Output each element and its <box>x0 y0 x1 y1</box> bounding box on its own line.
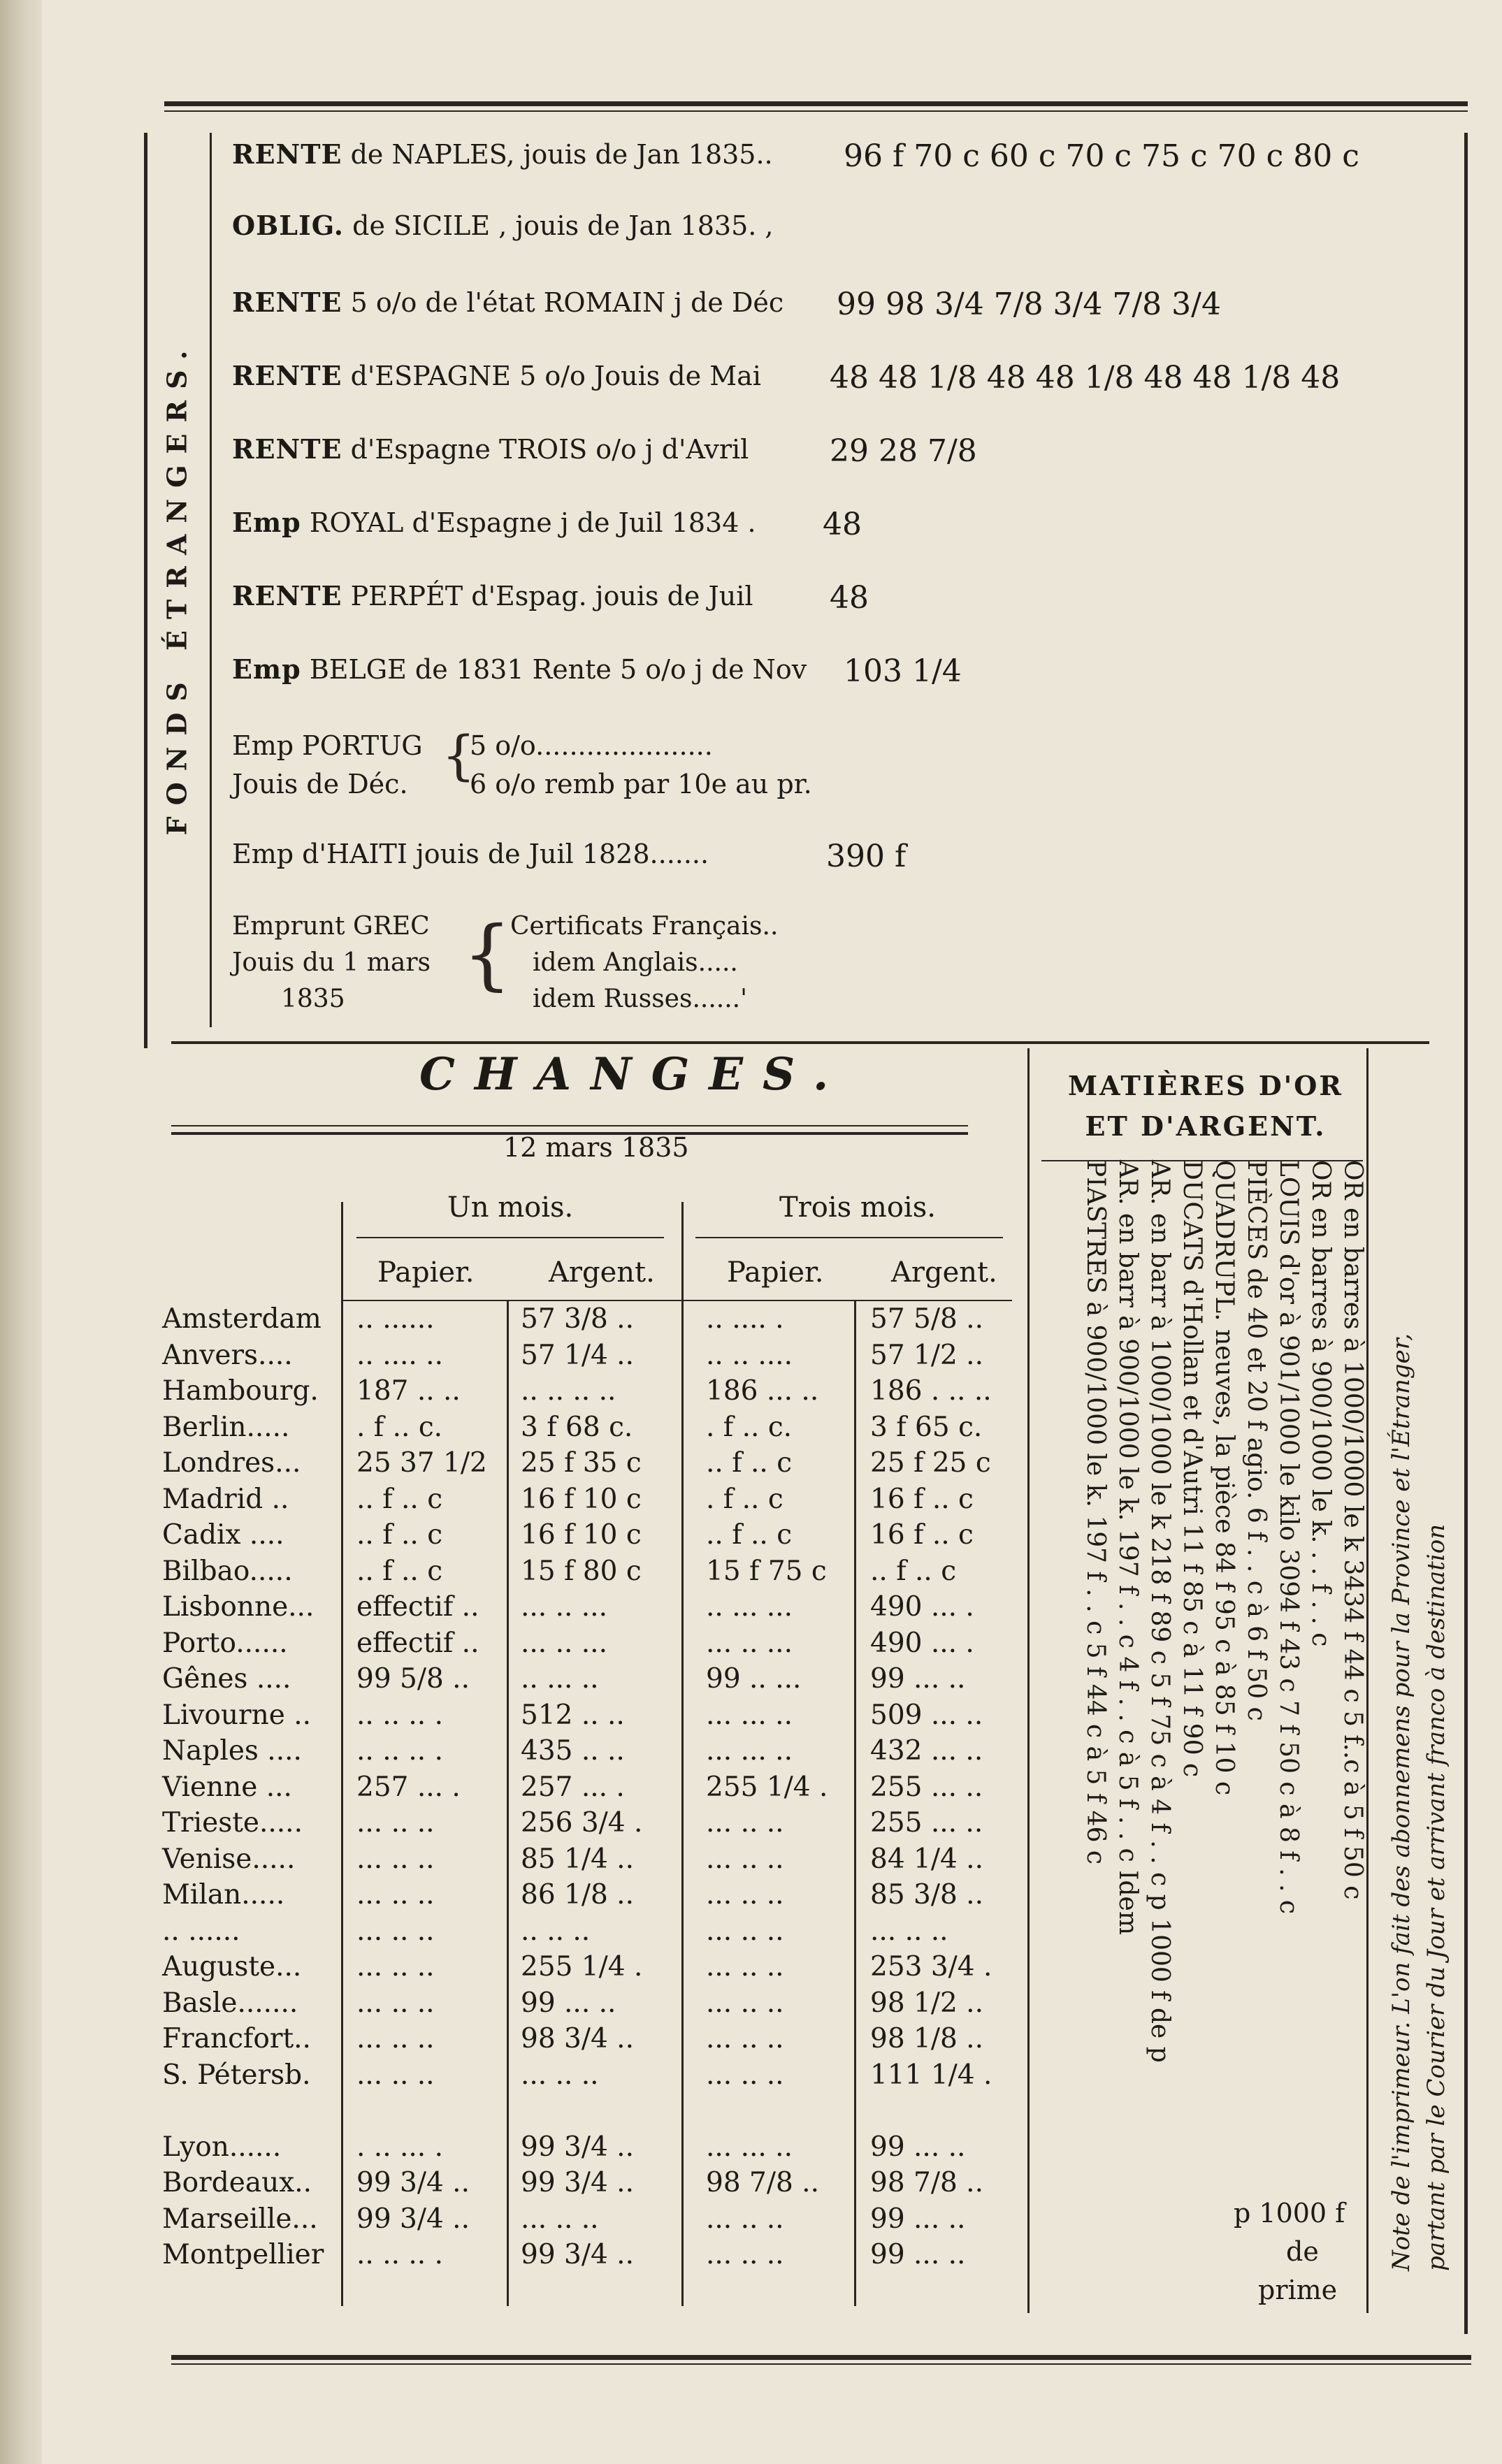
fonds-etrangers-label: FONDS ÉTRANGERS. <box>161 339 193 835</box>
header-papier-1: Papier. <box>377 1256 475 1289</box>
un-mois-argent-cell: ... .. ... <box>521 1591 607 1623</box>
table-row <box>0 1556 1048 1592</box>
un-mois-argent-cell: 16 f 10 c <box>521 1483 642 1515</box>
trois-mois-papier-cell: .. f .. c <box>706 1519 793 1551</box>
trois-mois-papier-cell: ... ... .. <box>706 1735 793 1767</box>
table-row <box>0 2023 1048 2059</box>
city-cell: Venise..... <box>162 1843 296 1875</box>
un-mois-papier-cell: .. .. .. . <box>356 1699 443 1731</box>
table-row <box>0 2095 1048 2131</box>
table-row <box>0 1915 1048 1952</box>
trois-mois-papier-cell: .. .. .... <box>706 1339 793 1371</box>
table-row <box>0 1340 1048 1376</box>
header-argent-1: Argent. <box>549 1256 655 1289</box>
city-cell: Londres... <box>162 1447 301 1479</box>
un-mois-argent-cell: 57 1/4 .. <box>521 1339 634 1371</box>
un-mois-argent-cell: 435 .. .. <box>521 1735 625 1767</box>
table-row <box>0 1519 1048 1556</box>
city-cell: Gênes .... <box>162 1663 291 1695</box>
trois-mois-argent-cell: 25 f 25 c <box>870 1447 991 1479</box>
un-mois-papier-cell: ... .. .. <box>356 2023 435 2054</box>
city-cell: Anvers.... <box>162 1339 293 1371</box>
table-row <box>0 1735 1048 1771</box>
mid-rule <box>171 1041 1429 1044</box>
un-mois-argent-cell: ... .. .. <box>521 2203 599 2235</box>
prime-line1: p 1000 f <box>1234 2198 1345 2229</box>
city-cell: Bordeaux.. <box>162 2167 312 2198</box>
un-mois-argent-cell: 99 3/4 .. <box>521 2239 634 2270</box>
note-imprimeur-line2: partant par le Courier du Jour et arrivant franco à destination <box>1422 1523 1450 2271</box>
city-cell: Auguste... <box>162 1951 302 1983</box>
header-un-mois: Un mois. <box>447 1191 574 1224</box>
trois-mois-argent-cell: 98 7/8 .. <box>870 2167 983 2198</box>
table-row <box>0 1771 1048 1808</box>
table-row <box>0 1303 1048 1340</box>
matieres-line: AR. en barr à 1000/1000 le k 218 f 89 c 5 f 75 c à 4 f . . c p 1000 f de p <box>1146 1160 1174 2063</box>
city-cell: Montpellier <box>162 2239 324 2270</box>
un-mois-papier-cell: 257 ... . <box>356 1771 461 1803</box>
un-mois-papier-cell: ... .. .. <box>356 2059 435 2091</box>
matieres-list <box>1041 1160 1377 2306</box>
table-row <box>0 1663 1048 1700</box>
city-cell: Livourne .. <box>162 1699 312 1731</box>
un-mois-argent-cell: 25 f 35 c <box>521 1447 642 1479</box>
matieres-line: OR en barres à 900/1000 le k. . . f . . c <box>1306 1160 1335 1647</box>
trois-mois-papier-cell: ... .. .. <box>706 1843 784 1875</box>
matieres-line: QUADRUPL. neuves, la pièce 84 f 95 c à 85 f 10 c <box>1210 1160 1239 1796</box>
un-mois-papier-cell: 99 3/4 .. <box>356 2203 470 2235</box>
table-row <box>0 1447 1048 1484</box>
trois-mois-papier-cell: 98 7/8 .. <box>706 2167 819 2198</box>
un-mois-papier-cell: 25 37 1/2 <box>356 1447 487 1479</box>
city-cell: Naples .... <box>162 1735 302 1767</box>
un-mois-papier-cell: .. f .. c <box>356 1519 443 1551</box>
trois-mois-papier-cell: .. ... ... <box>706 1591 793 1623</box>
trois-mois-argent-cell: 16 f .. c <box>870 1483 974 1515</box>
left-border <box>144 133 147 1048</box>
note-imprimeur-line1: Note de l'imprimeur. L'on fait des abonnemens pour la Province et l'Étranger, <box>1387 1333 1415 2271</box>
trois-mois-argent-cell: 99 ... .. <box>870 2239 966 2270</box>
trois-mois-argent-cell: 186 . .. .. <box>870 1375 992 1407</box>
trois-mois-papier-cell: ... ... .. <box>706 2131 793 2163</box>
prime-line3: prime <box>1258 2275 1338 2305</box>
un-mois-argent-cell: 86 1/8 .. <box>521 1879 634 1911</box>
table-row <box>0 1591 1048 1628</box>
trois-mois-papier-cell: 186 ... .. <box>706 1375 819 1407</box>
trois-mois-argent-cell: 98 1/2 .. <box>870 1987 983 2019</box>
un-mois-papier-cell: .. ...... <box>356 1303 435 1335</box>
un-mois-underline <box>356 1237 664 1238</box>
bottom-rule <box>171 2355 1471 2360</box>
fonds-row-grec: Emprunt GREC Jouis du 1 mars 1835 { Certificats Français.. idem Anglais..... idem Russes......' <box>232 909 779 1013</box>
un-mois-argent-cell: 15 f 80 c <box>521 1555 642 1587</box>
trois-mois-papier-cell: ... .. .. <box>706 1915 784 1947</box>
city-cell: Lisbonne... <box>162 1591 315 1623</box>
trois-mois-argent-cell: ... .. .. <box>870 1915 948 1947</box>
table-row <box>0 1807 1048 1843</box>
city-cell: Berlin..... <box>162 1411 290 1443</box>
subhead-underline <box>341 1300 1012 1301</box>
city-cell: Porto...... <box>162 1627 288 1659</box>
table-row <box>0 2239 1048 2275</box>
trois-mois-argent-cell: 98 1/8 .. <box>870 2023 983 2054</box>
table-row <box>0 1951 1048 1987</box>
matieres-line: OR en barres à 1000/1000 le k 3434 f 44 c 5 f..c à 5 f 50 c <box>1338 1160 1367 1900</box>
un-mois-papier-cell: .. .. .. . <box>356 2239 443 2270</box>
trois-mois-papier-cell: .. f .. c <box>706 1447 793 1479</box>
trois-mois-papier-cell: ... ... .. <box>706 1699 793 1731</box>
trois-mois-argent-cell: 509 ... .. <box>870 1699 983 1731</box>
trois-mois-argent-cell: 490 ... . <box>870 1627 974 1659</box>
city-cell: Trieste..... <box>162 1807 303 1839</box>
matieres-title: MATIÈRES D'OR ET D'ARGENT. <box>1068 1070 1343 1142</box>
un-mois-argent-cell: 3 f 68 c. <box>521 1411 633 1443</box>
table-row <box>0 1879 1048 1915</box>
fonds-row-portug: Emp PORTUG Jouis de Déc. { 5 o/o..................... 6 o/o remb par 10e au pr. <box>232 724 812 799</box>
trois-mois-argent-cell: 490 ... . <box>870 1591 974 1623</box>
trois-mois-argent-cell: 432 ... .. <box>870 1735 983 1767</box>
trois-mois-papier-cell: 15 f 75 c <box>706 1555 827 1587</box>
table-row <box>0 2059 1048 2096</box>
trois-mois-papier-cell: ... .. .. <box>706 2203 784 2235</box>
table-row <box>0 1375 1048 1412</box>
city-cell: Francfort.. <box>162 2023 311 2054</box>
city-cell: Vienne ... <box>162 1771 292 1803</box>
trois-mois-argent-cell: 111 1/4 . <box>870 2059 992 2091</box>
un-mois-argent-cell: 16 f 10 c <box>521 1519 642 1551</box>
trois-mois-papier-cell: . f .. c. <box>706 1411 793 1443</box>
trois-mois-underline <box>695 1237 1003 1238</box>
changes-date: 12 mars 1835 <box>503 1132 689 1163</box>
trois-mois-papier-cell: ... .. .. <box>706 1807 784 1839</box>
city-cell: Bilbao..... <box>162 1555 293 1587</box>
matieres-line: PIÈCES de 40 et 20 f agio. 6 f . . c à 6 f 50 c <box>1242 1160 1271 1721</box>
table-row <box>0 1484 1048 1520</box>
un-mois-argent-cell: 99 ... .. <box>521 1987 616 2019</box>
city-cell: .. ...... <box>162 1915 240 1947</box>
trois-mois-argent-cell: .. f .. c <box>870 1555 957 1587</box>
trois-mois-argent-cell: 99 ... .. <box>870 1663 966 1695</box>
table-row <box>0 1628 1048 1664</box>
un-mois-argent-cell: 257 ... . <box>521 1771 625 1803</box>
un-mois-papier-cell: 99 3/4 .. <box>356 2167 470 2198</box>
top-rule-thin <box>164 110 1468 112</box>
trois-mois-papier-cell: ... .. .. <box>706 2239 784 2270</box>
un-mois-papier-cell: .. f .. c <box>356 1555 443 1587</box>
un-mois-argent-cell: 99 3/4 .. <box>521 2167 634 2198</box>
trois-mois-argent-cell: 84 1/4 .. <box>870 1843 983 1875</box>
table-row <box>0 1987 1048 2024</box>
un-mois-papier-cell: .. f .. c <box>356 1483 443 1515</box>
un-mois-argent-cell: ... .. ... <box>521 1627 607 1659</box>
trois-mois-argent-cell: 85 3/8 .. <box>870 1879 983 1911</box>
un-mois-papier-cell: ... .. .. <box>356 1843 435 1875</box>
trois-mois-argent-cell: 253 3/4 . <box>870 1951 992 1983</box>
un-mois-papier-cell: .. .. .. . <box>356 1735 443 1767</box>
un-mois-papier-cell: ... .. .. <box>356 1807 435 1839</box>
city-cell: Basle....... <box>162 1987 298 2019</box>
un-mois-argent-cell: .. .. .. .. <box>521 1375 616 1407</box>
un-mois-papier-cell: 99 5/8 .. <box>356 1663 470 1695</box>
un-mois-papier-cell: 187 .. .. <box>356 1375 461 1407</box>
trois-mois-papier-cell: ... .. ... <box>706 1627 793 1659</box>
un-mois-argent-cell: 57 3/8 .. <box>521 1303 634 1335</box>
matieres-line: PIASTRES à 900/1000 le k. 197 f . . c 5 f 44 c à 5 f 46 c <box>1081 1160 1110 1865</box>
un-mois-papier-cell: .. .... .. <box>356 1339 443 1371</box>
city-cell: Milan..... <box>162 1879 285 1911</box>
un-mois-papier-cell: ... .. .. <box>356 1879 435 1911</box>
table-row <box>0 2131 1048 2168</box>
trois-mois-papier-cell: 99 .. ... <box>706 1663 802 1695</box>
un-mois-papier-cell: ... .. .. <box>356 1987 435 2019</box>
un-mois-argent-cell: .. ... .. <box>521 1663 599 1695</box>
trois-mois-argent-cell: 3 f 65 c. <box>870 1411 983 1443</box>
city-cell: Hambourg. <box>162 1375 319 1407</box>
trois-mois-argent-cell: 255 ... .. <box>870 1771 983 1803</box>
trois-mois-argent-cell: 255 ... .. <box>870 1807 983 1839</box>
un-mois-argent-cell: 98 3/4 .. <box>521 2023 634 2054</box>
table-row <box>0 1412 1048 1448</box>
trois-mois-argent-cell: 57 1/2 .. <box>870 1339 983 1371</box>
header-argent-3: Argent. <box>891 1256 997 1289</box>
matieres-line: LOUIS d'or à 901/1000 le kilo 3094 f 43 c 7 f 50 c à 8 f . . c <box>1274 1160 1303 1914</box>
trois-mois-argent-cell: 99 ... .. <box>870 2203 966 2235</box>
matieres-line: DUCATS d'Hollan et d'Autri 11 f 85 c à 11 f 90 c <box>1178 1160 1206 1778</box>
trois-mois-papier-cell: . f .. c <box>706 1483 784 1515</box>
matieres-line: AR. en barr à 900/1000 le k. 197 f . . c 4 f . . c à 5 f . . c Idem <box>1113 1160 1142 1935</box>
un-mois-argent-cell: 255 1/4 . <box>521 1951 643 1983</box>
un-mois-papier-cell: . .. ... . <box>356 2131 443 2163</box>
bottom-rule-thin <box>171 2363 1471 2365</box>
un-mois-argent-cell: 512 .. .. <box>521 1699 625 1731</box>
city-cell: Cadix .... <box>162 1519 284 1551</box>
changes-rule-1 <box>171 1125 968 1126</box>
city-cell: S. Pétersb. <box>162 2059 311 2091</box>
header-papier-3: Papier. <box>727 1256 824 1289</box>
trois-mois-papier-cell: .. .... . <box>706 1303 784 1335</box>
right-border <box>1464 133 1468 2334</box>
header-trois-mois: Trois mois. <box>779 1191 936 1224</box>
trois-mois-argent-cell: 16 f .. c <box>870 1519 974 1551</box>
trois-mois-papier-cell: ... .. .. <box>706 2059 784 2091</box>
table-row <box>0 2167 1048 2203</box>
un-mois-papier-cell: effectif .. <box>356 1627 479 1659</box>
fonds-divider <box>210 133 212 1027</box>
trois-mois-papier-cell: 255 1/4 . <box>706 1771 828 1803</box>
trois-mois-papier-cell: ... .. .. <box>706 1951 784 1983</box>
prime-line2: de <box>1286 2236 1319 2267</box>
un-mois-argent-cell: ... .. .. <box>521 2059 599 2091</box>
city-cell: Lyon...... <box>162 2131 282 2163</box>
table-row <box>0 2203 1048 2240</box>
un-mois-argent-cell: .. .. .. <box>521 1915 591 1947</box>
un-mois-papier-cell: effectif .. <box>356 1591 479 1623</box>
trois-mois-argent-cell: 99 ... .. <box>870 2131 966 2163</box>
table-row <box>0 1700 1048 1736</box>
table-row <box>0 1843 1048 1880</box>
trois-mois-argent-cell: 57 5/8 .. <box>870 1303 983 1335</box>
un-mois-papier-cell: . f .. c. <box>356 1411 443 1443</box>
changes-title: CHANGES. <box>419 1048 849 1101</box>
trois-mois-papier-cell: ... .. .. <box>706 2023 784 2054</box>
un-mois-papier-cell: ... .. .. <box>356 1915 435 1947</box>
trois-mois-papier-cell: ... .. .. <box>706 1987 784 2019</box>
top-rule <box>164 101 1468 106</box>
un-mois-papier-cell: ... .. .. <box>356 1951 435 1983</box>
city-cell: Marseille... <box>162 2203 318 2235</box>
un-mois-argent-cell: 85 1/4 .. <box>521 1843 634 1875</box>
trois-mois-papier-cell: ... .. .. <box>706 1879 784 1911</box>
un-mois-argent-cell: 256 3/4 . <box>521 1807 643 1839</box>
city-cell: Madrid .. <box>162 1483 289 1515</box>
city-cell: Amsterdam <box>162 1303 322 1335</box>
un-mois-argent-cell: 99 3/4 .. <box>521 2131 634 2163</box>
